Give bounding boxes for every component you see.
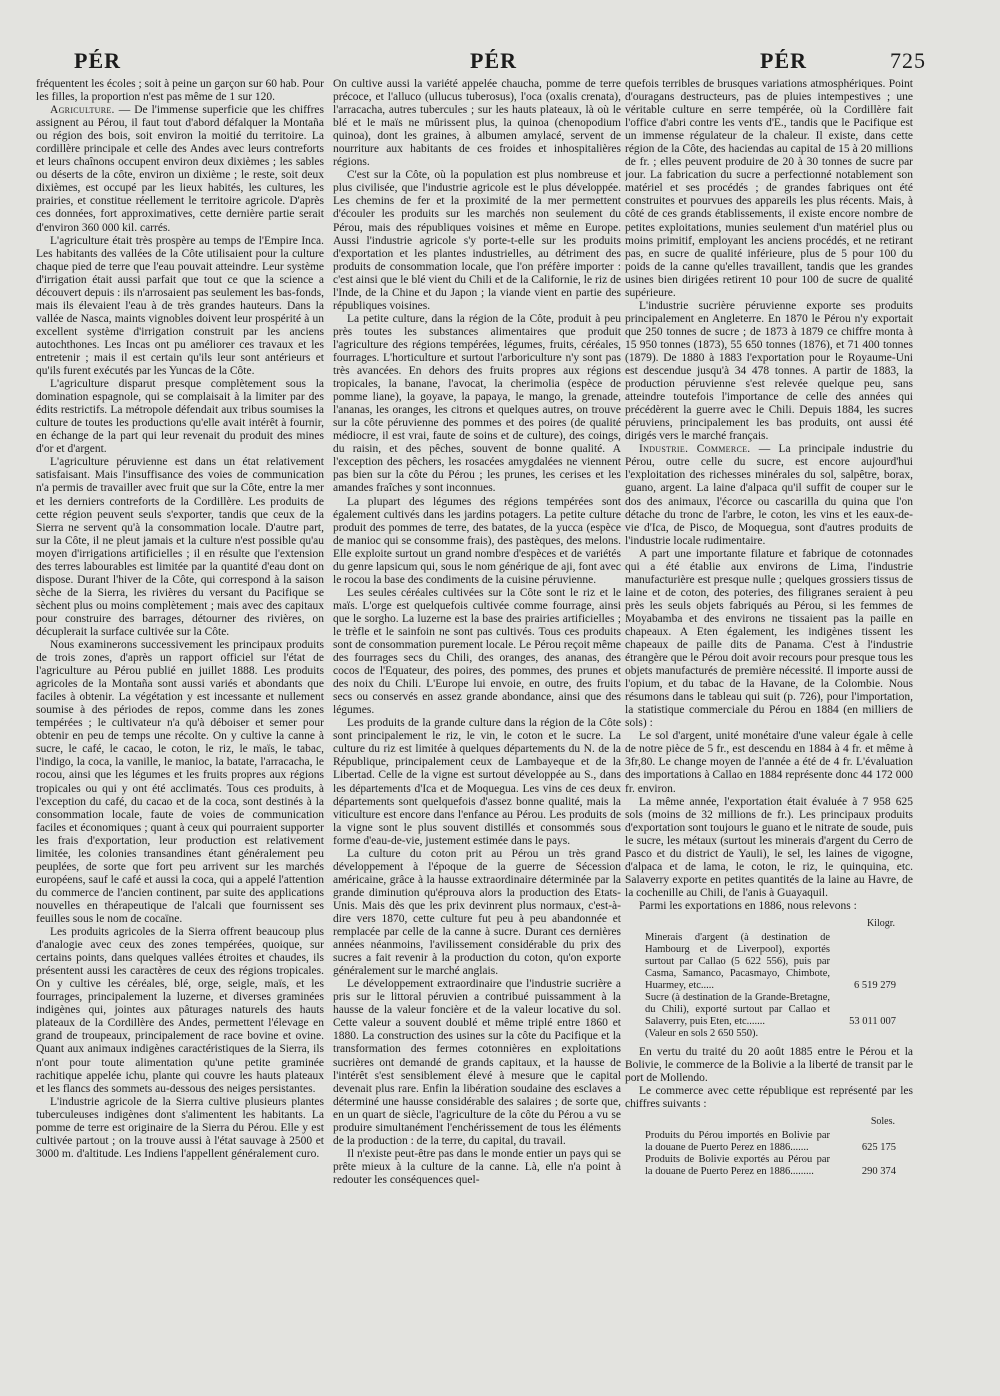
paragraph bbox=[36, 926, 324, 1096]
section-heading: Industrie. Commerce. bbox=[639, 443, 751, 456]
table-row bbox=[645, 992, 896, 1028]
paragraph-text: Les produits agricoles de la Sierra offrent beaucoup plus d'analogie avec ceux des zones tempérées, quoique, sur certains points, dans quelques vallées étroites et chaudes, ils présentent aussi les caractères de ceux des régions tropicales. On y cultive les céréales, blé, orge, seigle, maïs, et les fourrages, principalement la luzerne, et diverses graminées indigènes qui, jointes aux pâturages naturels des hauts plateaux de la Cordillère des Andes, permettent l'élevage en grand de troupeaux, principalement de race bovine et ovine. Quant aux animaux indigènes caractéristiques de la Sierra, ils n'ont pour toute alimentation qu'une petite graminée rachitique appelée ichu, plante qui couvre les hauts plateaux et les flancs des sommets au-dessous des neiges persistantes. bbox=[36, 926, 324, 1095]
paragraph-text: L'agriculture disparut presque complètement sous la domination espagnole, qui se complaisait à la limiter par des édits restrictifs. La métropole défendait aux tribus soumises la culture de toutes les productions qu'elle avait intérêt à fournir, en échange de la part qui leur revenait du produit des mines d'or et d'argent. bbox=[36, 378, 324, 456]
paragraph bbox=[625, 1085, 913, 1111]
paragraph bbox=[625, 900, 913, 913]
table-row bbox=[645, 1028, 896, 1040]
column-3-paragraphs-b bbox=[625, 1046, 913, 1111]
text-column-2 bbox=[333, 78, 621, 1378]
paragraph bbox=[625, 730, 913, 795]
paragraph-text: Le sol d'argent, unité monétaire d'une valeur égale à celle de notre pièce de 5 fr., est descendu en 1884 à 4 fr. et même à 3fr,80. Le change moyen de l'année a été de 4 fr. L'évaluation des importations à Callao en 1884 représente donc 44 172 000 fr. environ. bbox=[625, 730, 913, 795]
bolivia-trade-table bbox=[645, 1130, 896, 1178]
running-head-left: PÉR bbox=[74, 48, 121, 73]
paragraph bbox=[36, 104, 324, 234]
paragraph-text: fréquentent les écoles ; soit à peine un garçon sur 60 hab. Pour les filles, la proportion n'est pas même de 1 sur 120. bbox=[36, 78, 324, 104]
table-cell-description: Sucre (à destination de la Grande-Bretagne, du Chili), exporté surtout par Callao et Salaverry, puis Eten, etc....... bbox=[645, 992, 830, 1028]
paragraph-text: Il n'existe peut-être pas dans le monde entier un pays qui se prête mieux à la culture de la canne. Là, elle n'a point à redouter les conséquences quel- bbox=[333, 1147, 621, 1186]
paragraph-text: On cultive aussi la variété appelée chaucha, pomme de terre précoce, et l'alluco (ullucus tuberosus), l'oca (oxalis crenata), l'arracacha, autres tubercules ; sur les hauts plateaux, là où le blé et le maïs ne mûrissent plus, la quinoa (chenopodium quinoa), dont les graines, à albumen amylacé, servent de nourriture aux habitants de ces froides et inhospitalières régions. bbox=[333, 78, 621, 169]
table-cell-value: 53 011 007 bbox=[849, 1016, 896, 1028]
paragraph-text: Les produits de la grande culture dans la région de la Côte sont principalement le riz, le vin, le coton et le sucre. La culture du riz est limitée à quelques départements du N. de la République, principalement ceux de Lambayeque et de la Libertad. Celle de la vigne est surtout développée au S., dans les départements d'Ica et de Moquegua. Les vins de ces deux départements sont quelquefois d'assez bonne qualité, mais la viticulture est encore dans l'enfance au Pérou. Les produits de la vigne sont le plus souvent distillés et consommés sous forme d'eau-de-vie, justement estimée dans le pays. bbox=[333, 717, 621, 847]
table1-unit: Kilogr. bbox=[866, 918, 895, 929]
table-row bbox=[645, 1154, 896, 1178]
paragraph-text: En vertu du traité du 20 août 1885 entre le Pérou et la Bolivie, le commerce de la Bolivie a la liberté de transit par le port de Mollendo. bbox=[625, 1046, 913, 1085]
paragraph bbox=[36, 78, 324, 104]
paragraph bbox=[333, 848, 621, 978]
table-cell-description: Minerais d'argent (à destination de Hambourg et de Liverpool), exportés surtout par Callao (5 622 556), puis par Casma, Samanco, Pacasmayo, Chimbote, Huarmey, etc..... bbox=[645, 932, 830, 992]
table-cell-value bbox=[836, 1028, 896, 1040]
paragraph-text: La culture du coton prit au Pérou un très grand développement à l'époque de la guerre de Sécession américaine, grâce à la hausse extraordinaire déterminée par la grande diminution qu'éprouva alors la production des Etats-Unis. Mais dès que les prix devinrent plus normaux, c'est-à-dire vers 1870, cette culture fut peu à peu abandonnée et remplacée par celle de la canne à sucre. Durant ces dernières années néanmoins, l'avilissement considérable du prix des sucres a fait revenir à la production du coton, qu'on exporte généralement sur le marché anglais. bbox=[333, 847, 621, 978]
paragraph bbox=[36, 639, 324, 926]
paragraph-text: Parmi les exportations en 1886, nous relevons : bbox=[639, 899, 857, 912]
paragraph bbox=[333, 496, 621, 587]
paragraph bbox=[333, 313, 621, 496]
paragraph-text: L'industrie sucrière péruvienne exporte ses produits principalement en Angleterre. En 1870 le Pérou n'y exportait que 250 tonnes de sucre ; de 1873 à 1879 ce chiffre monta à 15 950 tonnes (1873), 55 650 tonnes (1876), et 71 400 tonnes (1879). De 1880 à 1883 l'exportation pour le Royaume-Uni est descendue jusqu'à 34 478 tonnes. A partir de 1883, la production péruvienne s'est relevée quelque peu, sans atteindre toutefois l'importance de celle des années qui précédèrent la guerre avec le Chili. Depuis 1884, les sucres péruviens, principalement les bas produits, ont aussi été dirigés vers le marché français. bbox=[625, 299, 913, 443]
paragraph bbox=[625, 796, 913, 900]
table2-unit: Soles. bbox=[870, 1116, 895, 1128]
paragraph-text: L'industrie agricole de la Sierra cultive plusieurs plantes tuberculeuses indigènes dont s'alimentent les habitants. La pomme de terre est originaire de la Sierra du Pérou. Elle y est cultivée partout ; on la trouve aussi à l'état sauvage à 2500 et 3000 m. d'altitude. Les Indiens l'appellent généralement curo. bbox=[36, 1095, 324, 1160]
exports-1886-table bbox=[645, 932, 896, 1040]
paragraph bbox=[333, 978, 621, 1148]
page-number: 725 bbox=[890, 48, 926, 73]
table-cell-value: 625 175 bbox=[861, 1142, 896, 1154]
paragraph-text: Nous examinerons successivement les principaux produits de trois zones, d'après un rapport officiel sur l'état de l'agriculture au Pérou publié en juillet 1888. Les produits agricoles de la Montaña sont aussi variés et abondants que faciles à obtenir. La végétation y est incessante et nullement soumise à des périodes de repos, comme dans les zones tempérées ; le cultivateur n'a qu'à déboiser et semer pour obtenir en peu de temps une récolte. On y cultive la canne à sucre, le café, le cacao, le coton, le riz, le maïs, le tabac, l'indigo, la coca, la vanille, le manioc, la batate, l'arracacha, le rocou, ainsi que les légumes et les fruits propres aux régions tropicales ou qui y ont été acclimatés. Tous ces produits, à l'exception du café, du cacao et de la coca, sont destinés à la consommation locale, faute de voies de communication faciles et économiques ; quant à ceux qui pourraient supporter les frais d'exportation, leur production est relativement limitée, les colonies transandines étant généralement peu peuplées, de sorte que fort peu arrivent sur les marchés européens, sauf le café et aussi la coca, qui a appelé l'attention du commerce de l'ancien continent, par suite des applications nouvelles en thérapeutique de l'alcali que fournissent ses feuilles sous le nom de cocaïne. bbox=[36, 639, 324, 925]
paragraph-text: La plupart des légumes des régions tempérées sont également cultivés dans les jardins potagers. La petite culture produit des pommes de terre, des batates, de la yucca (espèce de manioc qui se consomme frais), des pastèques, des melons. Elle exploite surtout un grand nombre d'espèces et de variétés du genre lapsicum qui, sous le nom générique de aji, font avec le rocou la base des condiments de la cuisine péruvienne. bbox=[333, 495, 621, 586]
paragraph bbox=[625, 548, 913, 731]
paragraph-text: Le développement extraordinaire que l'industrie sucrière a pris sur le littoral péruvien a contribué puissamment à la hausse de la valeur foncière et de la valeur locative du sol. Cette valeur a souvent doublé et même triplé entre 1860 et 1880. La construction des usines sur la côte du Pacifique et la transformation des fermes cotonnières en exploitations sucrières ont demandé de grands capitaux, et la hausse de l'intérêt s'est sensiblement élevé à mesure que le capital devenait plus rare. Enfin la libération soudaine des esclaves a déterminé une hausse considérable des salaires ; de sorte que, en un quart de siècle, l'agriculture de la côte du Pérou a vu se produire simultanément l'enchérissement de tous les éléments de la production : de la terre, du capital, du travail. bbox=[333, 978, 621, 1147]
text-column-3 bbox=[625, 78, 913, 1378]
table-cell-value: 6 519 279 bbox=[854, 980, 896, 992]
table-cell-value: 290 374 bbox=[861, 1166, 896, 1178]
paragraph-text: Le commerce avec cette république est représenté par les chiffres suivants : bbox=[625, 1085, 913, 1111]
paragraph-text: — La principale industrie du Pérou, outre celle du sucre, est encore aujourd'hui l'exploitation des richesses minérales du sol, salpêtre, borax, guano, argent. La laine d'alpaca qu'il suffit de couper sur le dos des animaux, l'écorce ou cascarilla du quina que l'on détache du tronc de l'arbre, le coton, les vins et les eaux-de-vie d'Ica, de Pisco, de Moquegua, sont d'autres produits de l'industrie locale rudimentaire. bbox=[625, 443, 913, 547]
paragraph-text: quefois terribles de brusques variations atmosphériques. Point d'ouragans destructeurs, pas de pluies intempestives ; une véritable culture en serre tempérée, où la Cordillère fait l'office d'abri contre les vents d'E., tandis que le Pacifique est un immense régulateur de la chaleur. Il existe, dans cette région de la Côte, des haciendas au capital de 15 à 20 millions de fr. ; elles peuvent produire de 20 à 30 tonnes de sucre par jour. La fabrication du sucre a perfectionné notablement son matériel et ses procédés ; de grandes fabriques ont été construites et pourvues des appareils les plus récents. Mais, à côté de ces grands établissements, il existe encore nombre de petites exploitations, munies seulement d'un matériel plus ou moins primitif, employant les anciens procédés, et ne retirant pas, en sucre de qualité inférieure, plus de 5 pour 100 du poids de la canne qu'elles travaillent, tandis que les grandes usines bien dirigées retirent 10 pour 100 de sucre de qualité supérieure. bbox=[625, 78, 913, 299]
column-3-paragraphs-a bbox=[625, 78, 913, 913]
paragraph-text: — De l'immense superficie que les chiffres assignent au Pérou, il faut tout d'abord défalquer la Montaña ou région des bois, soit environ la moitié du territoire. La cordillère principale et celle des Andes avec leurs contreforts et leurs chaînons occupent environ deux dixièmes ; les sables ou déserts de la côte, environ un dixième ; le reste, soit deux dixièmes, est occupé par les lieux habités, les cultures, les prairies, et constitue réellement le territoire agricole. D'après ces données, fort approximatives, cette dernière partie serait d'environ 360 000 kil. carrés. bbox=[36, 104, 324, 234]
paragraph bbox=[625, 300, 913, 444]
paragraph-text: Les seules céréales cultivées sur la Côte sont le riz et le maïs. L'orge est quelquefois cultivée comme fourrage, ainsi que le sorgho. La luzerne est la base des prairies artificielles ; le trèfle et le sainfoin ne sont pas cultivés. Tous ces produits sont de consommation purement locale. Le Pérou reçoit même des fourrages secs du Chili, des oranges, des ananas, des cocos de l'Equateur, des poires, des pommes, des prunes et des noix du Chili. L'Europe lui envoie, en outre, des fruits secs ou conservés en assez grande abondance, ainsi que des légumes. bbox=[333, 586, 621, 717]
paragraph bbox=[625, 443, 913, 547]
paragraph bbox=[36, 1096, 324, 1161]
paragraph bbox=[333, 78, 621, 169]
paragraph bbox=[333, 169, 621, 313]
paragraph bbox=[36, 378, 324, 456]
paragraph bbox=[625, 78, 913, 300]
paragraph bbox=[36, 456, 324, 639]
paragraph bbox=[333, 1148, 621, 1187]
running-head-right: PÉR bbox=[760, 48, 807, 73]
table-cell-description: (Valeur en sols 2 650 550). bbox=[645, 1028, 759, 1040]
paragraph bbox=[333, 717, 621, 847]
paragraph bbox=[333, 587, 621, 717]
paragraph bbox=[36, 235, 324, 379]
table-row bbox=[645, 1130, 896, 1154]
paragraph-text: L'agriculture péruvienne est dans un état relativement satisfaisant. Mais l'insuffisance des voies de communication n'a permis de travailler avec fruit que sur la Côte, entre la mer et les derniers contreforts de la Cordillère. Les produits de cette région peuvent seuls s'exporter, tandis que ceux de la Sierra ne servent qu'à la consommation locale. D'autre part, sur la Côte, il ne pleut jamais et la culture n'est possible qu'au moyen d'irrigations artificielles ; il en résulte que l'extension des terres labourables est limitée par la quantité d'eau dont on dispose. Durant l'hiver de la Côte, qui correspond à la saison sèche de la Sierra, les rivières du versant du Pacifique se sèchent plus ou moins complètement ; mais avec des capitaux pour construire des barrages, détourner des rivières, on décuplerait la surface cultivée sur la Côte. bbox=[36, 456, 324, 638]
paragraph-text: La même année, l'exportation était évaluée à 7 958 625 sols (moins de 32 millions de fr.). Les principaux produits d'exportation sont toujours le guano et le nitrate de soude, puis le sucre, les métaux (surtout les minerais d'argent du Cerro de Pasco et du district de Yauli), le sel, les laines de vigogne, d'alpaca et de lama, le coton, le riz, le quinquina, etc. Salaverry exporte en petites quantités de la laine au Havre, de la cochenille au Chili, de l'anis à Guayaquil. bbox=[625, 795, 913, 899]
paragraph-text: La petite culture, dans la région de la Côte, produit à peu près toutes les substances alimentaires que produit l'agriculture des régions tempérées, légumes, fruits, céréales, fourrages. L'horticulture et surtout l'arboriculture n'y sont pas très avancées. En dehors des fruits propres aux régions tropicales, la banane, l'avocat, la cherimolia (espèce de pomme liane), la goyave, la papaya, le mango, la grenade, l'ananas, les oranges, les citrons et quelques autres, on trouve sur la côte péruvienne des pommes et des poires (de qualité médiocre, il est vrai, faute de soins et de culture), des coings, du raisin, et des pêches, souvent de bonne qualité. A l'exception des pêchers, les rosacées amygdalées ne viennent pas bien sur la côte du Pérou ; les prunes, les cerises et les amandes fraîches y sont inconnues. bbox=[333, 312, 621, 495]
paragraph-text: L'agriculture était très prospère au temps de l'Empire Inca. Les habitants des vallées de la Côte utilisaient pour la culture chaque pied de terre que l'eau pouvait atteindre. Leur système d'irrigation était aussi parfait que tout ce que la science a découvert depuis : ils n'arrosaient pas seulement les bas-fonds, mais ils élevaient l'eau à de très grandes hauteurs. Dans la vallée de Nasca, maints vignobles doivent leur prospérité à un excellent système d'irrigation construit par les anciens autochthones. Les Incas ont pu améliorer ces travaux et les entretenir ; mais il est certain qu'ils leur sont antérieurs et qu'ils furent exécutés par les Yuncas de la Côte. bbox=[36, 234, 324, 378]
section-heading: Agriculture. bbox=[50, 104, 115, 117]
paragraph bbox=[625, 1046, 913, 1085]
text-column-1 bbox=[36, 78, 324, 1378]
table-cell-description: Produits de Bolivie exportés au Pérou par la douane de Puerto Perez en 1886......... bbox=[645, 1154, 830, 1178]
paragraph-text: C'est sur la Côte, où la population est plus nombreuse et plus civilisée, que l'industrie agricole est le plus développée. Les chemins de fer et la proximité de la mer permettent d'écouler les produits sur les marchés non seulement du Pérou, mais des républiques voisines et même en Europe. Aussi l'industrie agricole s'y porte-t-elle sur les produits d'exportation et les plantes industrielles, au détriment des produits de consommation locale, que l'on préfère importer : c'est ainsi que le blé vient du Chili et de la Californie, le riz de l'Inde, de la Chine et du Japon ; la viande vient en partie des républiques voisines. bbox=[333, 169, 621, 312]
running-head-center: PÉR bbox=[470, 48, 517, 73]
table-row bbox=[645, 932, 896, 992]
paragraph-text: A part une importante filature et fabrique de cotonnades qui a été établie aux environs de Lima, l'industrie manufacturière est presque nulle ; quelques grossiers tissus de laine et de coton, des poteries, des filigranes seraient à peu près les seuls objets fabriqués au Pérou, si les femmes de Moyabamba et des environs ne tissaient pas la paille en chapeaux. A Eten également, les indigènes tissent les chapeaux de paille dits de Panama. C'est à l'industrie étrangère que le Pérou doit avoir recours pour presque tous les objets manufacturés de première nécessité. Il importe aussi de l'opium, et du tabac de la Havane, de la Colombie. Nous résumons dans le tableau qui suit (p. 726), pour l'importation, la statistique commerciale du Pérou en 1884 (en milliers de sols) : bbox=[625, 547, 913, 730]
table-cell-description: Produits du Pérou importés en Bolivie par la douane de Puerto Perez en 1886....... bbox=[645, 1130, 830, 1154]
